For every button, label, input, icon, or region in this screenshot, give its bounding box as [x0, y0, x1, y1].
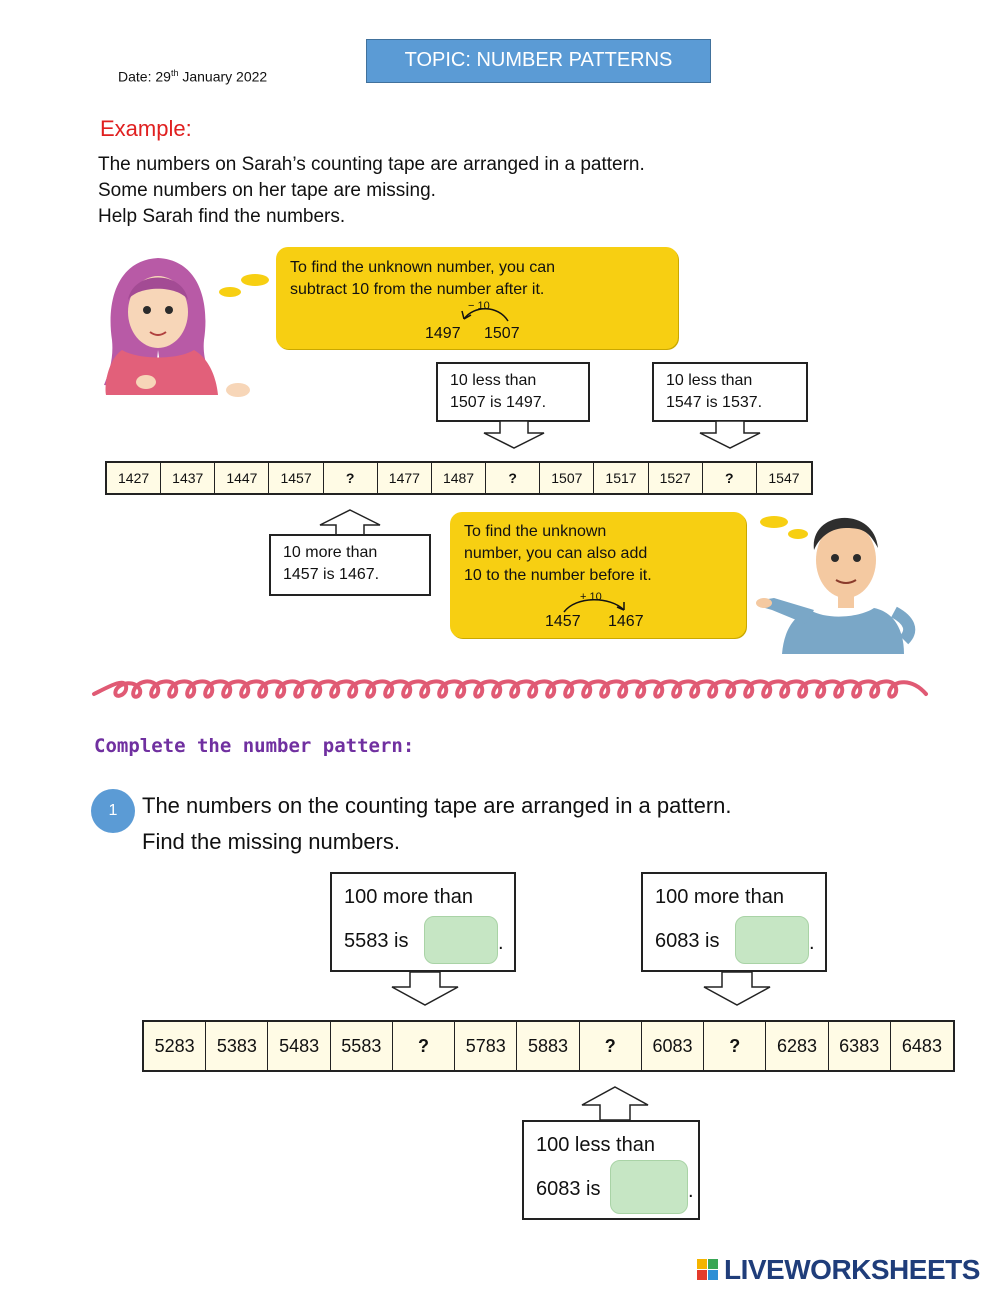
tape-cell: 5483: [268, 1022, 330, 1070]
callout-box-6183: 100 more than 6083 is .: [641, 872, 827, 972]
example-counting-tape: [105, 461, 813, 495]
callout-box-5983: 100 less than 6083 is .: [522, 1120, 700, 1220]
tape-cell: 1457: [269, 463, 323, 493]
topic-banner: [366, 39, 711, 83]
tape-cell: 1437: [161, 463, 215, 493]
tape-cell-missing: ?: [393, 1022, 455, 1070]
tape-cell-missing: ?: [580, 1022, 642, 1070]
callout-box-5683: 100 more than 5583 is .: [330, 872, 516, 972]
down-arrow-icon: [700, 971, 774, 1007]
example-intro: The numbers on Sarah’s counting tape are arranged in a pattern. Some numbers on her tape are missing. Help Sarah find the numbers.: [98, 154, 645, 227]
thought-dots: [215, 270, 275, 302]
question-number-badge: 1: [91, 789, 135, 833]
down-arrow-icon: [480, 420, 548, 450]
tape-cell: 1547: [768, 470, 800, 486]
tape-cell: 5283: [144, 1022, 206, 1070]
tape-cell: 1447: [215, 463, 269, 493]
add-label: + 10: [580, 591, 602, 603]
arc-left-value: 1457: [545, 613, 581, 630]
callout-1497: 10 less than 1507 is 1497.: [436, 362, 590, 422]
squiggle-divider: [90, 668, 930, 712]
up-arrow-icon: [578, 1085, 652, 1121]
answer-input[interactable]: [424, 916, 498, 964]
tape-cell: 5883: [517, 1022, 579, 1070]
tape-cell: 1527: [649, 463, 703, 493]
tape-cell: 5583: [331, 1022, 393, 1070]
callout-1467: 10 more than 1457 is 1467.: [269, 534, 431, 596]
subtract-label: − 10: [468, 300, 490, 312]
date-label: Date: 29th January 2022: [118, 68, 268, 85]
liveworksheets-brand[interactable]: LIVEWORKSHEETS: [724, 1254, 980, 1285]
topic-title: TOPIC: NUMBER PATTERNS: [404, 49, 673, 71]
tape-cell: 1517: [594, 463, 648, 493]
arc-right-value: 1507: [484, 325, 520, 342]
liveworksheets-logo-icon: [697, 1259, 719, 1281]
girl-speech-bubble: To find the unknown number, you can subtract 10 from the number after it. − 10 1497 1507: [276, 247, 678, 349]
tape-cell: 5783: [455, 1022, 517, 1070]
down-arrow-icon: [388, 971, 462, 1007]
answer-input[interactable]: [610, 1160, 688, 1214]
tape-cell: 1427: [107, 463, 161, 493]
tape-cell: 1477: [378, 463, 432, 493]
tape-cell: 6483: [901, 1035, 942, 1056]
answer-input[interactable]: [735, 916, 809, 964]
example-heading: Example:: [100, 116, 192, 141]
tape-cell: 6083: [642, 1022, 704, 1070]
arc-left-value: 1497: [425, 325, 461, 342]
tape-cell: 1507: [540, 463, 594, 493]
tape-cell: 1487: [432, 463, 486, 493]
down-arrow-icon: [696, 420, 764, 450]
tape-cell-missing: ?: [486, 463, 540, 493]
arc-right-value: 1467: [608, 613, 644, 630]
tape-cell: 6383: [829, 1022, 891, 1070]
callout-1537: 10 less than 1547 is 1537.: [652, 362, 808, 422]
tape-cell-missing: ?: [324, 463, 378, 493]
tape-cell: 6283: [766, 1022, 828, 1070]
boy-speech-bubble: To find the unknown number, you can also add 10 to the number before it. + 10 1457 1467: [450, 512, 746, 638]
tape-cell-missing: ?: [704, 1022, 766, 1070]
exercise-heading: Complete the number pattern:: [94, 735, 415, 757]
tape-cell: 5383: [206, 1022, 268, 1070]
exercise-counting-tape: [142, 1020, 955, 1072]
question-text: The numbers on the counting tape are arranged in a pattern. Find the missing numbers.: [142, 793, 732, 854]
tape-cell-missing: ?: [703, 463, 757, 493]
boy-illustration: [754, 500, 924, 655]
